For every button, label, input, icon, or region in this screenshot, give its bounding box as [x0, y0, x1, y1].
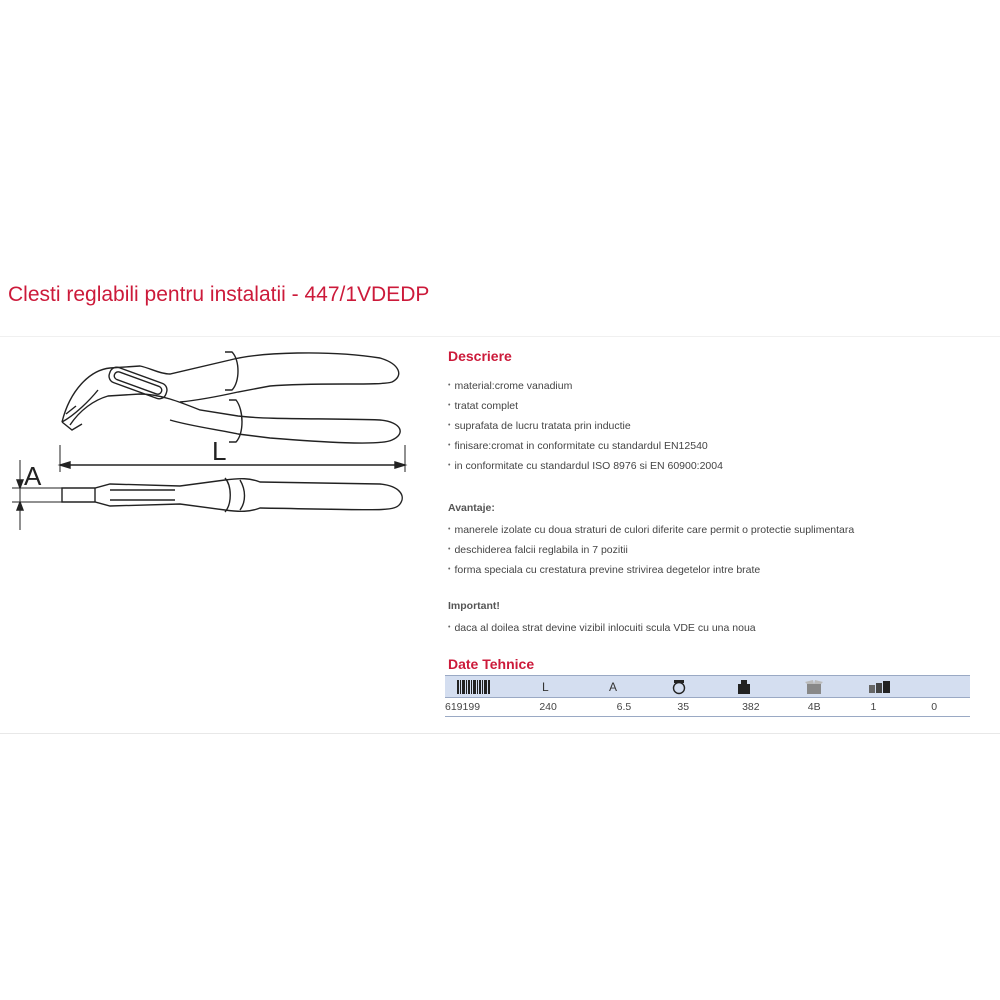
cell-package: 4B	[807, 701, 821, 713]
table-header	[445, 675, 970, 698]
important-section	[448, 600, 756, 638]
technical-data-table	[445, 675, 970, 717]
cell-extra: 0	[931, 701, 938, 713]
important-heading: Important!	[448, 600, 500, 612]
cell-length: 240	[539, 701, 557, 713]
advantages-item: • manerele izolate cu doua straturi de culori diferite care permit o protectie suplimentara	[448, 520, 854, 540]
header-length: L	[542, 679, 549, 694]
dimension-label-l: L	[212, 436, 227, 466]
barcode-icon	[445, 680, 520, 694]
product-title: Clesti reglabili pentru instalatii - 447/1VDEDP	[8, 283, 430, 306]
jaw-opening-icon	[650, 679, 715, 695]
description-item: • suprafata de lucru tratata prin inductie	[448, 416, 723, 436]
technical-data-heading: Date Tehnice	[448, 656, 535, 672]
header-width: A	[609, 679, 618, 694]
description-item: • in conformitate cu standardul ISO 8976 si EN 60900:2004	[448, 456, 723, 476]
cell-quantity: 1	[870, 701, 877, 713]
cell-jaw-opening: 35	[677, 701, 690, 713]
important-item: • daca al doilea strat devine vizibil inlocuiti scula VDE cu una noua	[448, 618, 756, 638]
table-row	[445, 698, 970, 717]
advantages-item: • forma speciala cu crestatura previne strivirea degetelor intre brate	[448, 560, 854, 580]
pliers-technical-drawing	[0, 330, 420, 540]
advantages-section	[448, 502, 854, 580]
description-list	[448, 376, 723, 476]
cell-width: 6.5	[616, 701, 632, 713]
advantages-heading: Avantaje:	[448, 502, 495, 514]
cell-weight: 382	[742, 701, 760, 713]
description-item: • tratat complet	[448, 396, 723, 416]
description-item: • finisare:cromat in conformitate cu standardul EN12540	[448, 436, 723, 456]
weight-icon	[715, 679, 780, 695]
description-section	[448, 348, 723, 476]
advantages-list	[448, 520, 854, 580]
package-icon	[780, 679, 845, 695]
cell-code: 619199	[445, 701, 481, 713]
dimension-label-a: A	[24, 461, 42, 491]
description-heading: Descriere	[448, 348, 512, 364]
advantages-item: • deschiderea falcii reglabila in 7 pozitii	[448, 540, 854, 560]
quantity-icon	[845, 680, 910, 694]
bottom-divider	[0, 733, 1000, 734]
important-list	[448, 618, 756, 638]
description-item: • material:crome vanadium	[448, 376, 723, 396]
